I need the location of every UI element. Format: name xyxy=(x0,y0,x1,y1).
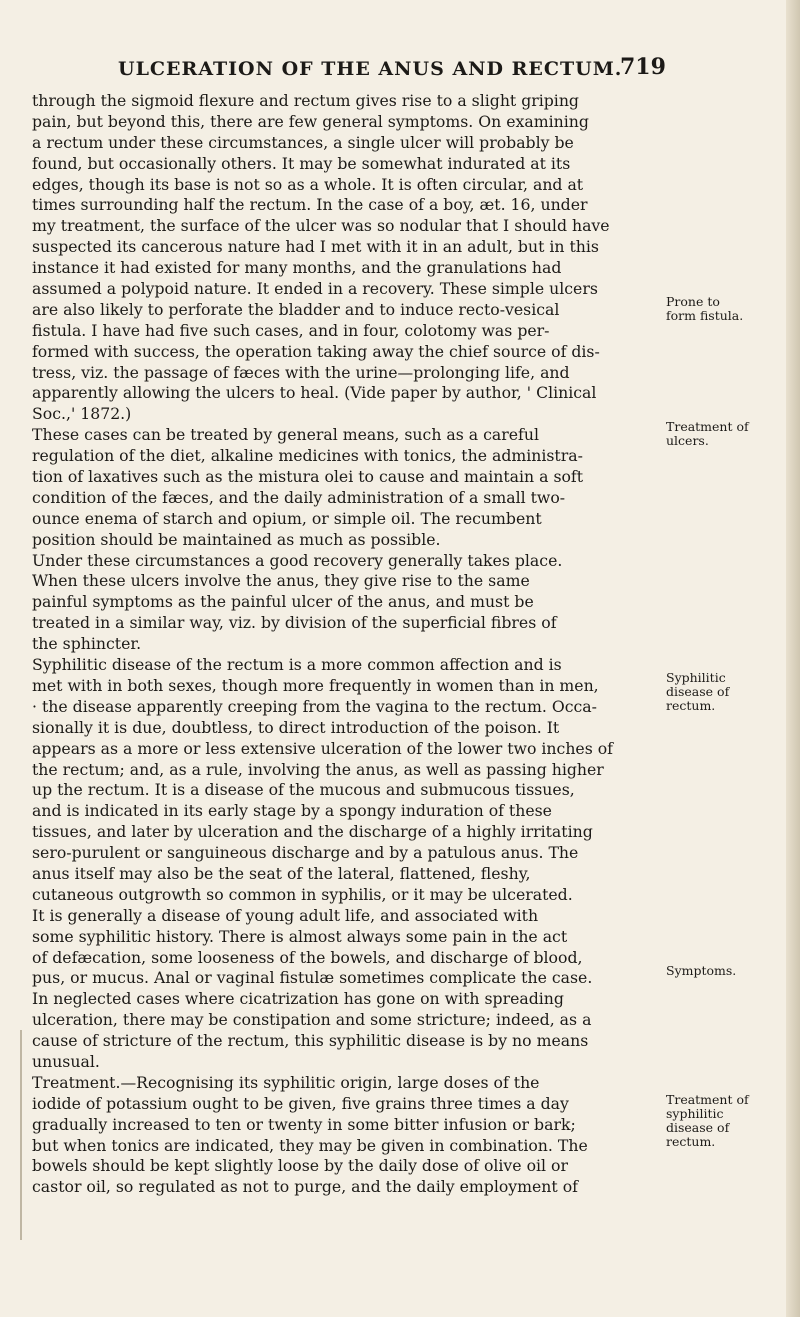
text-line: anus itself may also be the seat of the lateral, flattened, fleshy, xyxy=(32,863,531,883)
text-line: found, but occasionally others. It may be somewhat indurated at its xyxy=(32,153,571,173)
text-line: times surrounding half the rectum. In the case of a boy, æt. 16, under xyxy=(32,195,588,215)
text-line: met with in both sexes, though more frequently in women than in men, xyxy=(32,675,599,695)
text-line: pus, or mucus. Anal or vaginal fistulæ sometimes complicate the case. xyxy=(32,968,593,988)
margin-note-syphilitic xyxy=(666,671,766,713)
text-line: painful symptoms as the painful ulcer of the anus, and must be xyxy=(32,592,534,612)
text-line: sionally it is due, doubtless, to direct introduction of the poison. It xyxy=(32,717,560,737)
text-line: my treatment, the surface of the ulcer was so nodular that I should have xyxy=(32,216,610,236)
text-line: assumed a polypoid nature. It ended in a recovery. These simple ulcers xyxy=(32,279,598,299)
text-line: the rectum; and, as a rule, involving the anus, as well as passing higher xyxy=(32,759,604,779)
page-edge xyxy=(786,0,800,1317)
text-line: In neglected cases where cicatrization has gone on with spreading xyxy=(32,989,564,1009)
text-line: castor oil, so regulated as not to purge, and the daily employment of xyxy=(32,1177,578,1197)
text-line: treated in a similar way, viz. by division of the superficial fibres of xyxy=(32,613,557,633)
text-line: suspected its cancerous nature had I met with it in an adult, but in this xyxy=(32,237,599,257)
text-line: pain, but beyond this, there are few general symptoms. On examining xyxy=(32,111,589,131)
text-line: position should be maintained as much as possible. xyxy=(32,529,441,549)
margin-note-line: Treatment of xyxy=(666,1092,749,1107)
text-line: a rectum under these circumstances, a single ulcer will probably be xyxy=(32,132,574,152)
text-line: up the rectum. It is a disease of the mucous and submucous tissues, xyxy=(32,780,575,800)
running-head: ULCERATION OF THE ANUS AND RECTUM. xyxy=(118,58,623,80)
margin-note-line: rectum. xyxy=(666,1134,716,1149)
page-header xyxy=(0,52,800,84)
text-line: regulation of the diet, alkaline medicines with tonics, the administra- xyxy=(32,446,583,466)
margin-note-symptoms xyxy=(666,964,766,978)
page-number: 719 xyxy=(620,54,666,80)
text-line: instance it had existed for many months, and the granulations had xyxy=(32,258,562,278)
text-line: It is generally a disease of young adult life, and associated with xyxy=(32,905,539,925)
text-line: iodide of potassium ought to be given, five grains three times a day xyxy=(32,1093,569,1113)
text-line: are also likely to perforate the bladder and to induce recto-vesical xyxy=(32,299,560,319)
margin-note-line: Prone to xyxy=(666,294,720,309)
gutter-mark xyxy=(20,1030,22,1240)
text-line: tissues, and later by ulceration and the discharge of a highly irritating xyxy=(32,822,593,842)
text-line: Under these circumstances a good recovery generally takes place. xyxy=(32,550,563,570)
text-line: edges, though its base is not so as a whole. It is often circular, and at xyxy=(32,174,584,194)
margin-note-line: disease of xyxy=(666,684,730,699)
text-line: ounce enema of starch and opium, or simple oil. The recumbent xyxy=(32,508,542,528)
text-line: Soc.,' 1872.) xyxy=(32,404,132,424)
margin-note-line: ulcers. xyxy=(666,433,709,448)
margin-note-line: form fistula. xyxy=(666,308,744,323)
text-line: of defæcation, some looseness of the bowels, and discharge of blood, xyxy=(32,947,583,967)
text-line: cutaneous outgrowth so common in syphilis, or it may be ulcerated. xyxy=(32,884,573,904)
margin-note-line: syphilitic xyxy=(666,1106,724,1121)
text-line: condition of the fæces, and the daily administration of a small two- xyxy=(32,487,566,507)
text-line: · the disease apparently creeping from the vagina to the rectum. Occa- xyxy=(32,696,597,716)
text-line: ulceration, there may be constipation and some stricture; indeed, as a xyxy=(32,1010,592,1030)
text-line: some syphilitic history. There is almost always some pain in the act xyxy=(32,926,568,946)
text-line: apparently allowing the ulcers to heal. (Vide paper by author, ' Clinical xyxy=(32,383,597,403)
text-line: gradually increased to ten or twenty in some bitter infusion or bark; xyxy=(32,1114,576,1134)
text-line: tion of laxatives such as the mistura olei to cause and maintain a soft xyxy=(32,467,584,487)
margin-note-treatment-syph xyxy=(666,1093,766,1149)
text-line: sero-purulent or sanguineous discharge and by a patulous anus. The xyxy=(32,843,579,863)
text-line: unusual. xyxy=(32,1051,100,1071)
text-line: cause of stricture of the rectum, this syphilitic disease is by no means xyxy=(32,1031,589,1051)
margin-note-line: Syphilitic xyxy=(666,670,726,685)
margin-note-prone xyxy=(666,295,766,323)
margin-note-line: Symptoms. xyxy=(666,963,737,978)
text-line: Treatment.—Recognising its syphilitic origin, large doses of the xyxy=(32,1072,540,1092)
margin-note-line: Treatment of xyxy=(666,419,749,434)
body-text xyxy=(32,91,664,1198)
text-line: Syphilitic disease of the rectum is a more common affection and is xyxy=(32,655,562,675)
text-line: but when tonics are indicated, they may be given in combination. The xyxy=(32,1135,588,1155)
text-line: tress, viz. the passage of fæces with the urine—prolonging life, and xyxy=(32,362,570,382)
margin-note-line: rectum. xyxy=(666,698,716,713)
text-line: and is indicated in its early stage by a spongy induration of these xyxy=(32,801,552,821)
margin-note-line: disease of xyxy=(666,1120,730,1135)
text-line: the sphincter. xyxy=(32,634,142,654)
margin-note-treatment-ulcers xyxy=(666,420,766,448)
text-line: These cases can be treated by general means, such as a careful xyxy=(32,425,539,445)
text-line: appears as a more or less extensive ulceration of the lower two inches of xyxy=(32,738,613,758)
text-line: through the sigmoid flexure and rectum gives rise to a slight griping xyxy=(32,91,579,110)
text-line: formed with success, the operation taking away the chief source of dis- xyxy=(32,341,600,361)
text-line: fistula. I have had five such cases, and in four, colotomy was per- xyxy=(32,320,550,340)
text-line: When these ulcers involve the anus, they give rise to the same xyxy=(32,571,530,591)
text-line: bowels should be kept slightly loose by the daily dose of olive oil or xyxy=(32,1156,568,1176)
